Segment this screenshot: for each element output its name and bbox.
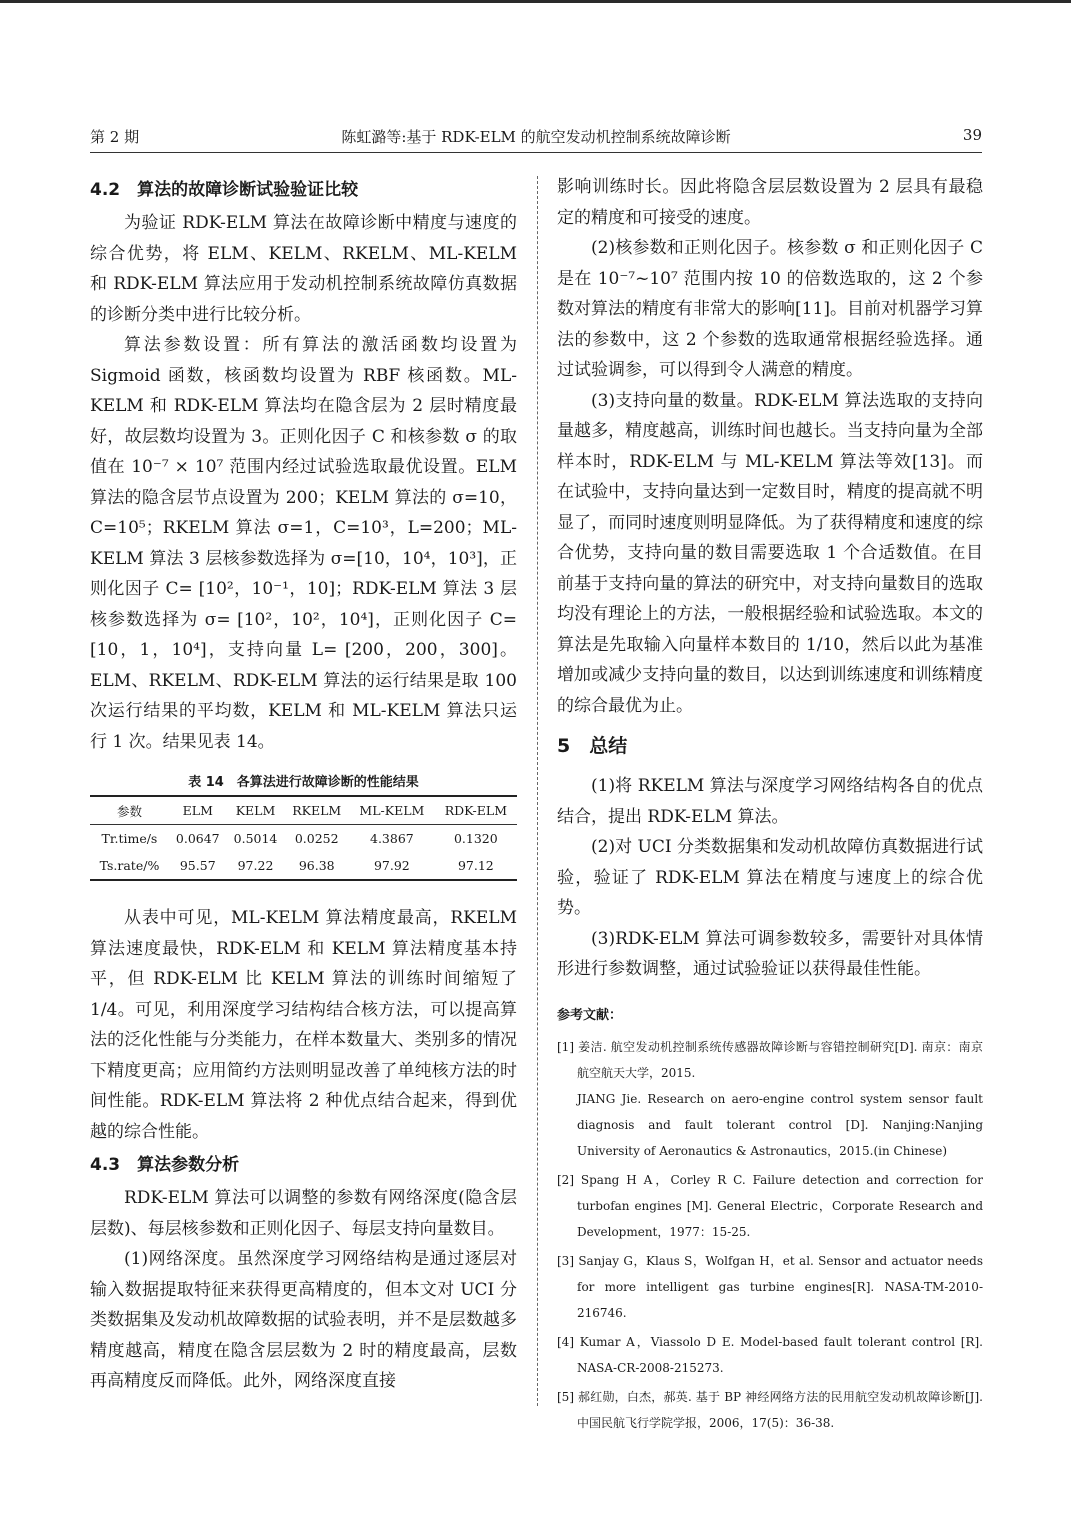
- section-4-2-title: 4.2 算法的故障诊断试验验证比较: [90, 180, 359, 200]
- reference-text: [1] 姜洁. 航空发动机控制系统传感器故障诊断与容错控制研究[D]. 南京：南京航空航天大学，2015.: [557, 1039, 983, 1080]
- issue-label: 第 2 期: [90, 128, 140, 146]
- reference-translation: JIANG Jie. Research on aero-engine control system sensor fault diagnosis and fault tolerant control [D]. Nanjing:Nanjing University of Aeronautics & Astronautics，2015.(in Chinese): [577, 1091, 983, 1158]
- results-table: [90, 795, 517, 881]
- section-4-3-title: 4.3 算法参数分析: [90, 1155, 240, 1175]
- table-header-row: [90, 796, 517, 825]
- paragraph: (1)网络深度。虽然深度学习网络结构是通过逐层对输入数据提取特征来获得更高精度的，但本文对 UCI 分类数据集及发动机故障数据的试验表明，并不是层数越多精度越高，精度在隐含层层数为 2 时的精度最高，层数再高精度反而降低。此外，网络深度直接: [90, 1249, 517, 1391]
- reference-item: [3] Sanjay G，Klaus S，Wolfgan H，et al. Sensor and actuator needs for more intelligent gas turbine engines[R]. NASA-TM-2010-216746.: [557, 1253, 983, 1320]
- table-row: [90, 825, 517, 853]
- table-header-cell: ELM: [182, 803, 213, 818]
- table-cell: 97.92: [373, 858, 410, 873]
- paragraph: 从表中可见，ML-KELM 算法精度最高，RKELM 算法速度最快，RDK-ELM 和 KELM 算法精度基本持平，但 RDK-ELM 比 KELM 算法的训练时间缩短了 1/4。可见，利用深度学习结构结合核方法，可以提高算法的泛化性能与分类能力，在样本数量大、类别多的情况下精度更高；应用简约方法则明显改善了单纯核方法的时间性能。RDK-ELM 算法将 2 种优点结合起来，得到优越的综合性能。: [90, 908, 517, 1142]
- conclusion-item: (1)将 RKELM 算法与深度学习网络结构各自的优点结合，提出 RDK-ELM 算法。: [557, 776, 983, 827]
- reference-item: [5] 郝红勋，白杰，郝英. 基于 BP 神经网络方法的民用航空发动机故障诊断[J]. 中国民航飞行学院学报，2006，17(5)：36-38.: [557, 1389, 983, 1430]
- table-cell: 96.38: [298, 858, 335, 873]
- right-column: [557, 172, 983, 1436]
- paragraph: RDK-ELM 算法可以调整的参数有网络深度(隐含层层数)、每层核参数和正则化因子、每层支持向量数目。: [90, 1188, 517, 1239]
- section-5-title: 5 总结: [557, 735, 628, 757]
- reference-item: [2] Spang H A，Corley R C. Failure detection and correction for turbofan engines [M]. General Electric，Corporate Research and Development，1977：15-25.: [557, 1172, 983, 1239]
- paragraph: 算法参数设置：所有算法的激活函数均设置为 Sigmoid 函数，核函数均设置为 RBF 核函数。ML-KELM 和 RDK-ELM 算法均在隐含层为 2 层时精度最好，故层数均设置为 3。正则化因子 C 和核参数 σ 的取值在 10⁻⁷ × 10⁷ 范围内经过试验选取最优设置。ELM 算法的隐含层节点设置为 200；KELM 算法的 σ=10，C=10⁵；RKELM 算法 σ=1，C=10³，L=200；ML-KELM 算法 3 层核参数选择为 σ=[10，10⁴，10³]，正则化因子 C= [10²，10⁻¹，10]；RDK-ELM 算法 3 层核参数选择为 σ= [10²，10²，10⁴]，正则化因子 C= [10，1，10⁴]，支持向量 L= [200，200，300]。ELM、RKELM、RDK-ELM 算法的运行结果是取 100 次运行结果的平均数，KELM 和 ML-KELM 算法只运行 1 次。结果见表 14。: [90, 335, 517, 752]
- column-divider: [537, 176, 538, 1406]
- table-header-cell: RKELM: [292, 803, 342, 818]
- reference-item: [557, 1034, 983, 1164]
- page-number: 39: [962, 126, 982, 144]
- header-rule: [90, 152, 982, 153]
- table-row: [90, 852, 517, 880]
- paragraph: (2)核参数和正则化因子。核参数 σ 和正则化因子 C 是在 10⁻⁷~10⁷ 范围内按 10 的倍数选取的，这 2 个参数对算法的精度有非常大的影响[11]。目前对机器学习算法的参数中，这 2 个参数的选取通常根据经验选择。通过试验调参，可以得到令人满意的精度。: [557, 238, 983, 380]
- conclusion-item: (2)对 UCI 分类数据集和发动机故障仿真数据进行试验，验证了 RDK-ELM 算法在精度与速度上的综合优势。: [557, 837, 983, 918]
- paragraph: 影响训练时长。因此将隐含层层数设置为 2 层具有最稳定的精度和可接受的速度。: [557, 177, 983, 228]
- top-border: [0, 0, 1071, 3]
- left-column: [90, 172, 517, 1397]
- table-header-cell: 参数: [116, 803, 142, 819]
- running-title: 陈虹潞等:基于 RDK-ELM 的航空发动机控制系统故障诊断: [341, 128, 731, 146]
- table-cell: 97.12: [457, 858, 494, 873]
- table-cell: 0.0252: [294, 831, 339, 846]
- table-cell: 0.5014: [233, 831, 278, 846]
- table-cell: 4.3867: [370, 831, 414, 846]
- reference-item: [4] Kumar A，Viassolo D E. Model-based fault tolerant control [R]. NASA-CR-2008-215273.: [557, 1334, 983, 1375]
- table-cell: Ts.rate/%: [99, 858, 160, 873]
- table-cell: 0.0647: [175, 831, 220, 846]
- table-header-cell: ML-KELM: [359, 803, 425, 818]
- page-header: [90, 126, 982, 152]
- table-cell: Tr.time/s: [101, 831, 158, 846]
- references-title: 参考文献：: [557, 1007, 623, 1023]
- paragraph: (3)支持向量的数量。RDK-ELM 算法选取的支持向量越多，精度越高，训练时间也越长。当支持向量为全部样本时，RDK-ELM 与 ML-KELM 算法等效[13]。而在试验中，支持向量达到一定数目时，精度的提高就不明显了，而同时速度则明显降低。为了获得精度和速度的综合优势，支持向量的数目需要选取 1 个合适数值。在目前基于支持向量的算法的研究中，对支持向量数目的选取均没有理论上的方法，一般根据经验和试验选取。本文的算法是先取输入向量样本数目的 1/10，然后以此为基准增加或减少支持向量的数目，以达到训练速度和训练精度的综合最优为止。: [557, 390, 983, 716]
- table-cell: 97.22: [237, 858, 274, 873]
- table-header-cell: RDK-ELM: [444, 803, 507, 818]
- table-cell: 95.57: [179, 858, 216, 873]
- table-header-cell: KELM: [235, 803, 276, 818]
- conclusion-item: (3)RDK-ELM 算法可调参数较多，需要针对具体情形进行参数调整，通过试验验证以获得最佳性能。: [557, 928, 983, 979]
- paragraph: 为验证 RDK-ELM 算法在故障诊断中精度与速度的综合优势，将 ELM、KELM、RKELM、ML-KELM 和 RDK-ELM 算法应用于发动机控制系统故障仿真数据的诊断分类中进行比较分析。: [90, 213, 517, 325]
- table-cell: 0.1320: [453, 831, 498, 846]
- table-title: 表 14 各算法进行故障诊断的性能结果: [188, 775, 419, 790]
